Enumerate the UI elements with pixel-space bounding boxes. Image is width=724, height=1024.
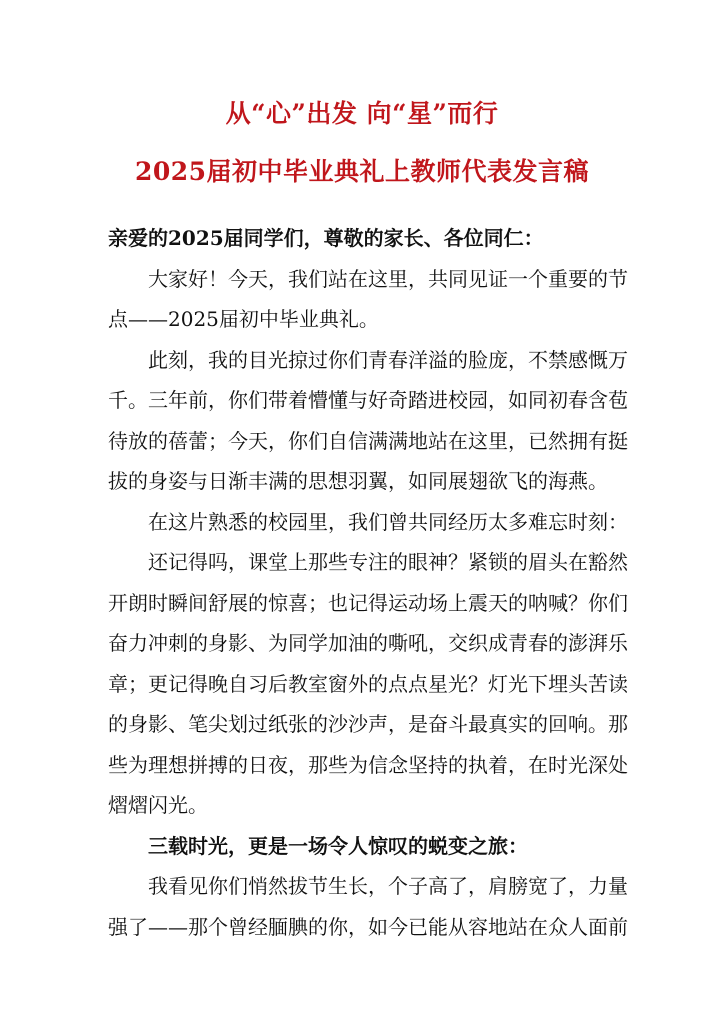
paragraph-line: 点——2025届初中毕业典礼。 <box>108 307 379 331</box>
paragraph-line: 开朗时瞬间舒展的惊喜；也记得运动场上震天的呐喊？你们 <box>108 590 628 615</box>
paragraph-line: 的身影、笔尖划过纸张的沙沙声，是奋斗最真实的回响。那 <box>108 712 628 736</box>
paragraph-line: 奋力冲刺的身影、为同学加油的嘶吼，交织成青春的澎湃乐 <box>108 631 628 655</box>
speech-body <box>108 218 628 947</box>
paragraph-line: 些为理想拼搏的日夜，那些为信念坚持的执着，在时光深处 <box>108 752 628 777</box>
speech-paragraph <box>108 866 628 947</box>
speech-paragraph <box>108 259 628 340</box>
paragraph-line: 强了——那个曾经腼腆的你，如今已能从容地站在众人面前 <box>108 914 628 939</box>
speech-paragraph <box>108 502 628 543</box>
paragraph-line: 在这片熟悉的校园里，我们曾共同经历太多难忘时刻： <box>148 509 628 534</box>
paragraph-line: 三载时光，更是一场令人惊叹的蜕变之旅： <box>148 833 528 858</box>
document-subtitle: 2025届初中毕业典礼上教师代表发言稿 <box>134 157 590 186</box>
speech-paragraph <box>108 218 616 259</box>
document-title: 从“心”出发 向“星”而行 <box>225 99 499 128</box>
paragraph-line: 熠熠闪光。 <box>108 793 208 817</box>
paragraph-line: 此刻，我的目光掠过你们青春洋溢的脸庞，不禁感慨万 <box>148 347 628 372</box>
speech-paragraph <box>108 542 628 826</box>
paragraph-line: 还记得吗，课堂上那些专注的眼神？紧锁的眉头在豁然 <box>148 550 628 574</box>
paragraph-line: 章；更记得晚自习后教室窗外的点点星光？灯光下埋头苦读 <box>108 671 628 696</box>
speech-paragraph <box>108 340 628 502</box>
speech-paragraph <box>108 826 616 867</box>
paragraph-line: 大家好！今天，我们站在这里，共同见证一个重要的节 <box>148 266 628 291</box>
paragraph-line: 拔的身姿与日渐丰满的思想羽翼，如同展翅欲飞的海燕。 <box>108 469 608 493</box>
paragraph-line: 千。三年前，你们带着懵懂与好奇踏进校园，如同初春含苞 <box>108 388 628 412</box>
paragraph-line: 亲爱的2025届同学们，尊敬的家长、各位同仁： <box>108 226 544 250</box>
paragraph-line: 待放的蓓蕾；今天，你们自信满满地站在这里，已然拥有挺 <box>108 428 628 453</box>
paragraph-line: 我看见你们悄然拔节生长，个子高了，肩膀宽了，力量 <box>148 874 628 898</box>
